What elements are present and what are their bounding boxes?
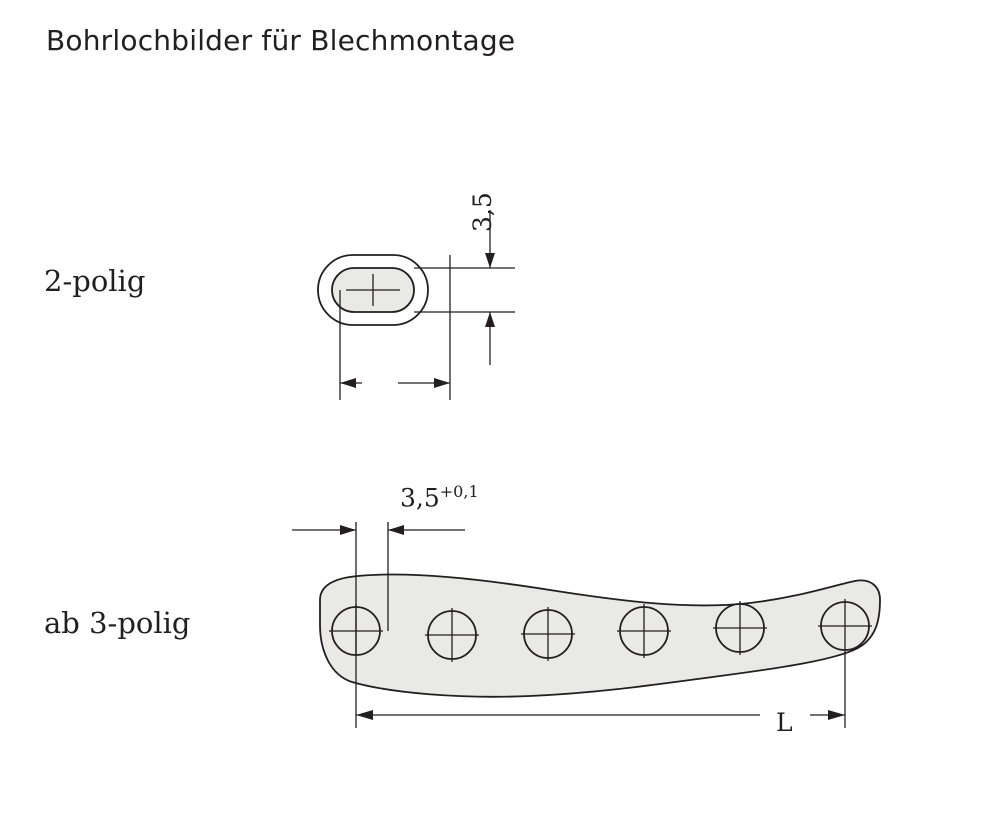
strip-outline [320,574,880,696]
pitch-value: 3,5 [400,483,440,513]
arrow-icon-down [485,253,495,268]
top-drilling-pattern-drawing [300,200,640,460]
top-vertical-dimension-text: 3,5 [468,192,497,232]
arrow-icon-L-left [356,710,373,720]
dim-text-gap [362,370,398,396]
arrow-icon-L-right [828,710,845,720]
arrow-icon-up [485,312,495,327]
arrow-icon-pitch-outer [340,525,356,535]
bottom-drilling-pattern-drawing [280,500,920,790]
arrow-icon-left [340,378,356,388]
row-label-ab-3-polig: ab 3-polig [44,606,191,640]
bottom-length-label: L [776,708,793,737]
pitch-tolerance: +0,1 [439,482,479,501]
arrow-icon-right [434,378,450,388]
row-label-2-polig: 2-polig [44,264,146,298]
arrow-icon-pitch-left [388,525,404,535]
page-title: Bohrlochbilder für Blechmontage [46,24,516,57]
